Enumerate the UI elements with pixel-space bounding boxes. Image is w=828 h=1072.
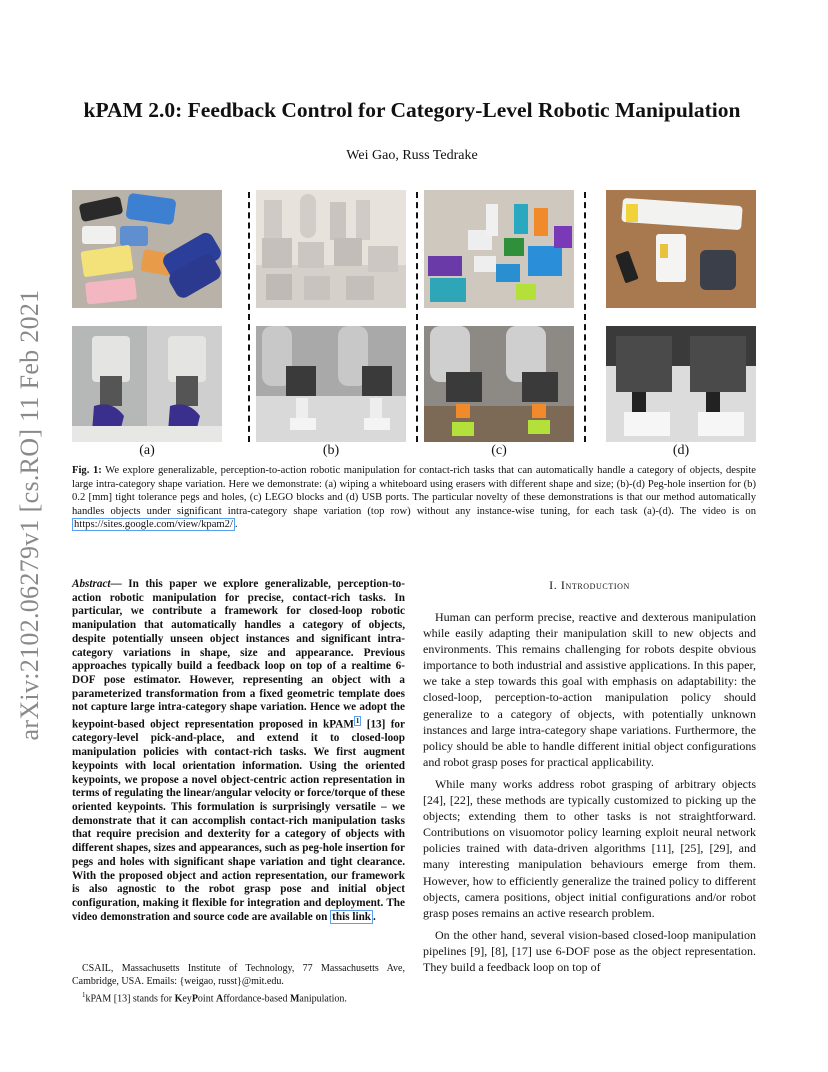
arxiv-sidebar-id	[10, 280, 50, 750]
arxiv-id-text: arXiv:2102.06279v1 [cs.RO] 11 Feb 2021	[15, 289, 44, 741]
intro-paragraph: While many works address robot grasping of arbitrary objects [24], [22], these methods are typically customized to picking up the objects; extending them to other tasks is not straightforward. Contributions on visuomotor policy learning exploit neural network policies trained with data-driven algorithms [11], [25], [29], and many interesting manipulation behaviours emerge from them. However, how to efficiently generalize the trained policy to different objects, camera positions, object initial configurations and/or robot grasp poses remains an active research problem.	[423, 776, 756, 920]
footnote-text: oint	[197, 993, 216, 1005]
section-heading-introduction: I. Introduction	[549, 578, 630, 592]
photo-erasers	[72, 190, 222, 308]
source-code-link[interactable]: this link	[332, 910, 372, 923]
panel-label-c: (c)	[491, 443, 507, 458]
video-link[interactable]: https://sites.google.com/view/kpam2/	[74, 519, 233, 531]
footnote-text: anipulation.	[299, 993, 347, 1005]
intro-paragraph: Human can perform precise, reactive and dexterous manipulation while easily adapting their manipulation skill to new objects and environments. This remains challenging for robots despite obvious importance to both industrial and assistive applications. In this paper, we take a step towards this goal with emphasis on adaptability: the closed-loop, perception-to-action manipulation policy should generalize to a category of objects, with potentially unknown instances and large intra-category shape variations. Furthermore, the policy should be able to handle different initial object configurations and robot grasp poses for practical applicability.	[423, 610, 756, 769]
photo-usb-ports	[606, 190, 756, 308]
panel-separator	[416, 192, 418, 442]
abstract-text-part1: In this paper we explore generalizable, perception-to-action robotic manipulation for precise, contact-rich tasks. In particular, we contribute a framework for closed-loop robotic manipulation that automatically handles a category of objects, despite potentially unseen object instances and significant intra-category variations in shape, size and appearance. Previous approaches typically build a feedback loop on top of a realtime 6-DOF pose estimator. However, representing an object with a parameterized transformation from a fixed geometric template does not capture large intra-category shape variation. Hence we adopt the keypoint-based object representation proposed in kPAM	[72, 578, 405, 731]
right-column	[423, 578, 756, 981]
figure-caption	[72, 464, 756, 532]
left-column	[72, 578, 405, 924]
footnote-bold-k: K	[174, 993, 183, 1005]
photo-robot-usb-insertion	[606, 326, 756, 442]
footnote-bold-m: M	[289, 993, 300, 1005]
panel-label-a: (a)	[139, 443, 155, 458]
footnote-text: ey	[182, 993, 192, 1005]
footnote-number: 1	[82, 991, 86, 999]
footnote-bold-a: A	[215, 993, 224, 1005]
footnote-bold-p: P	[191, 993, 198, 1005]
panel-separator	[248, 192, 250, 442]
footnote-text: kPAM [13] stands for	[85, 993, 175, 1005]
paper-title: kPAM 2.0: Feedback Control for Category-Level Robotic Manipulation	[83, 98, 741, 122]
photo-pegs-holes	[256, 190, 406, 308]
photo-lego-blocks	[424, 190, 574, 308]
photo-robot-peg-insertion	[256, 326, 406, 442]
caption-text: We explore generalizable, perception-to-action robotic manipulation for contact-rich tasks that can automatically handle a category of objects, despite large intra-category shape variation. Here we demonstrate: (a) wiping a whiteboard using erasers with different shape and size; (b)-(d) Peg-hole insertion for (b) 0.2 [mm] tight tolerance pegs and holes, (c) LEGO blocks and (d) USB ports. The particular novelty of these demonstrations is that our method automatically handles objects under significant intra-category shape variation (top row) without any instance-wise tuning, for each task (a)-(d). The video is on	[72, 465, 756, 517]
intro-paragraph: On the other hand, several vision-based closed-loop manipulation pipelines [9], [8], [17] use 6-DOF pose as the object representation. They build a feedback loop on top of	[423, 927, 756, 974]
paper-authors: Wei Gao, Russ Tedrake	[346, 148, 478, 163]
figure-1	[72, 190, 756, 460]
affiliation-footnote: CSAIL, Massachusetts Institute of Technology, 77 Massachusetts Ave, Cambridge, USA. Emails: {weigao, russt}@mit.edu.	[72, 963, 405, 987]
kpam-footnote	[72, 989, 405, 1005]
abstract-end: .	[373, 910, 376, 923]
abstract-dash: —	[110, 578, 129, 590]
footnotes	[72, 962, 405, 1005]
photo-robot-wiping	[72, 326, 222, 442]
panel-separator	[584, 192, 586, 442]
abstract-label: Abstract	[72, 578, 111, 590]
panel-label-b: (b)	[322, 443, 340, 458]
caption-end: .	[234, 519, 238, 531]
panel-label-d: (d)	[672, 443, 690, 458]
photo-robot-lego-insertion	[424, 326, 574, 442]
abstract	[72, 578, 405, 924]
footnote-text: ffordance-based	[223, 993, 290, 1005]
figure-number: Fig. 1:	[72, 465, 102, 476]
abstract-text-part2: [13] for category-level pick-and-place, and extend it to closed-loop manipulation policies with contact-rich tasks. We first augment keypoints with local orientation information. Using the oriented keypoints, we propose a novel object-centric action representation in terms of regulating the linear/angular velocity or force/torque of these oriented keypoints. This formulation is surprisingly versatile – we demonstrate that it can accomplish contact-rich manipulation tasks that require precision and dexterity for a category of objects with different shapes, sizes and appearances, such as peg-hole insertion for pegs and holes with significant shape variation and tight clearance. With the proposed object and action representation, our framework is also agnostic to the robot grasp pose and initial object configuration, making it flexible for integration and deployment. The video demonstration and source code are available on	[72, 718, 405, 923]
footnote-mark-link[interactable]: 1	[355, 717, 360, 726]
